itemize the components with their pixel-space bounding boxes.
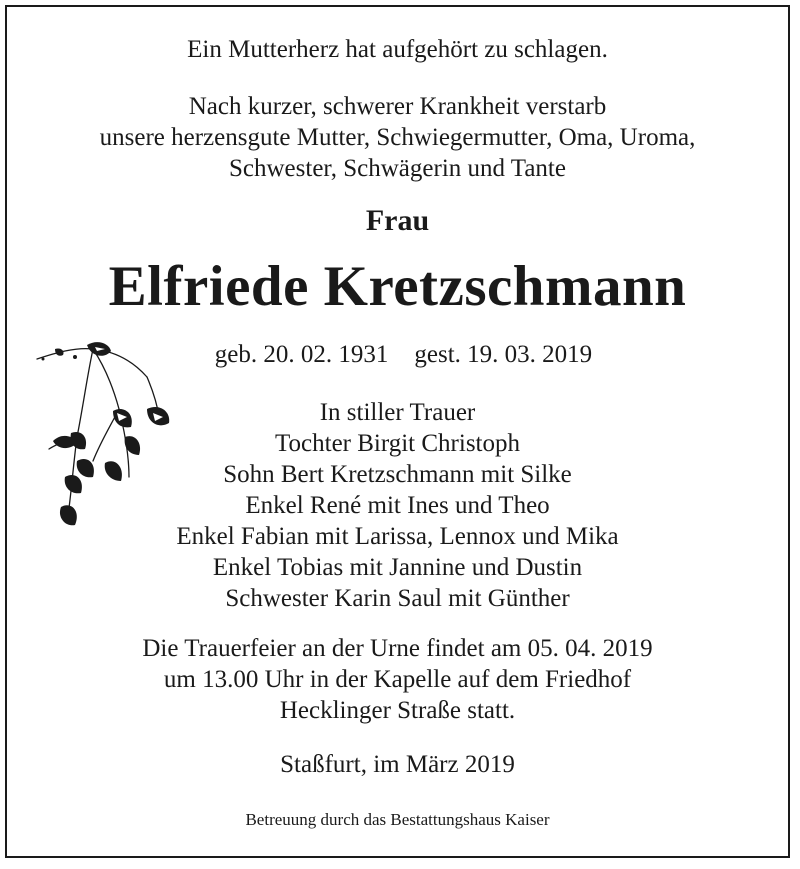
ceremony-line-1: Die Trauerfeier an der Urne findet am 05. 04. 2019 [142, 635, 653, 662]
ceremony-line-3: Hecklinger Straße statt. [279, 697, 516, 724]
mourner-5: Enkel Tobias mit Jannine und Dustin [212, 554, 583, 581]
undertaker-note: Betreuung durch das Bestattungshaus Kaiser [245, 810, 550, 829]
mourner-1: Tochter Birgit Christoph [275, 430, 520, 457]
mourner-4: Enkel Fabian mit Larissa, Lennox und Mika [176, 523, 619, 550]
death-date: gest. 19. 03. 2019 [414, 341, 593, 368]
intro-line-1: Nach kurzer, schwerer Krankheit verstarb [188, 93, 607, 120]
salutation: Frau [365, 204, 430, 237]
birth-date: geb. 20. 02. 1931 [214, 341, 389, 368]
mourning-intro: In stiller Trauer [319, 399, 476, 426]
ceremony-line-2: um 13.00 Uhr in der Kapelle auf dem Friedhof [163, 666, 632, 693]
mourner-6: Schwester Karin Saul mit Günther [225, 585, 570, 612]
intro-line-3: Schwester, Schwägerin und Tante [229, 155, 566, 182]
intro-line-2: unsere herzensgute Mutter, Schwiegermutter, Oma, Uroma, [99, 124, 696, 151]
obituary-notice [5, 5, 790, 858]
mourner-3: Enkel René mit Ines und Theo [245, 492, 550, 519]
mourner-2: Sohn Bert Kretzschmann mit Silke [223, 461, 572, 488]
deceased-name: Elfriede Kretzschmann [108, 255, 687, 318]
heading: Ein Mutterherz hat aufgehört zu schlagen. [187, 36, 608, 63]
place-date: Staßfurt, im März 2019 [280, 751, 515, 778]
